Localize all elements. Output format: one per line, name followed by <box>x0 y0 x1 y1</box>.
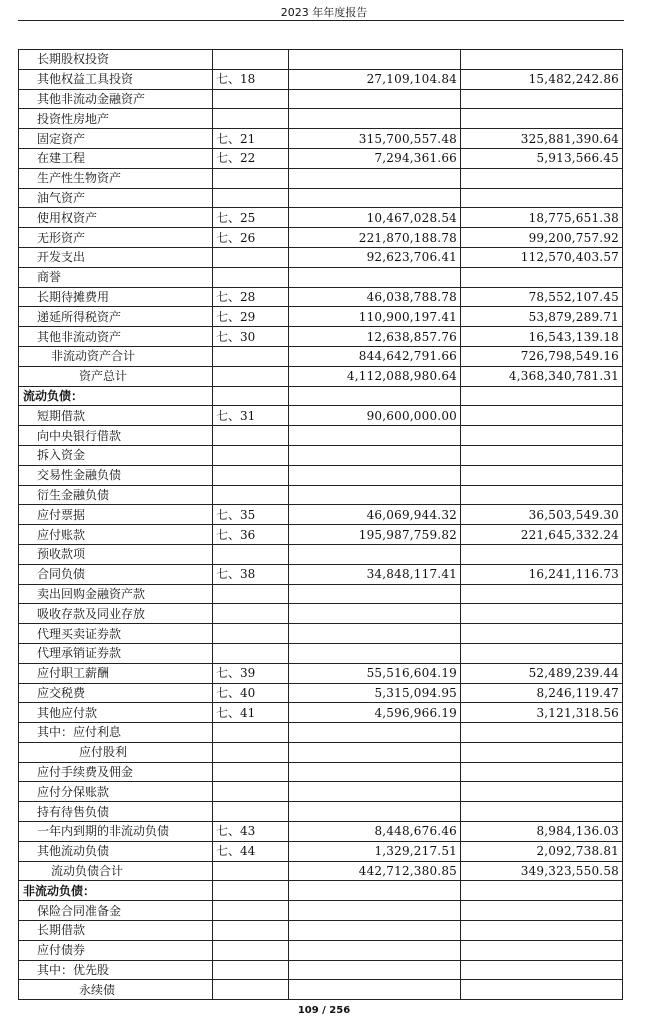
row-prior-period: 349,323,550.58 <box>461 861 623 881</box>
row-prior-period <box>461 406 623 426</box>
table-row <box>19 247 623 267</box>
row-prior-period <box>461 544 623 564</box>
row-label: 交易性金融负债 <box>19 465 213 485</box>
row-current-period <box>289 188 461 208</box>
row-prior-period <box>461 604 623 624</box>
table-row <box>19 228 623 248</box>
row-current-period: 4,112,088,980.64 <box>289 366 461 386</box>
row-prior-period: 36,503,549.30 <box>461 505 623 525</box>
row-note: 七、40 <box>213 683 289 703</box>
row-note <box>213 980 289 1000</box>
row-note: 七、28 <box>213 287 289 307</box>
row-note: 七、31 <box>213 406 289 426</box>
row-current-period: 315,700,557.48 <box>289 129 461 149</box>
row-note: 七、21 <box>213 129 289 149</box>
table-row <box>19 406 623 426</box>
row-label: 应交税费 <box>19 683 213 703</box>
row-note <box>213 50 289 70</box>
row-label: 长期借款 <box>19 921 213 941</box>
row-prior-period <box>461 624 623 644</box>
table-row <box>19 960 623 980</box>
row-prior-period: 52,489,239.44 <box>461 663 623 683</box>
report-header: 2023 年年度报告 <box>280 6 368 19</box>
row-current-period <box>289 980 461 1000</box>
row-prior-period <box>461 445 623 465</box>
table-row <box>19 940 623 960</box>
balance-sheet-body <box>19 50 623 1000</box>
row-current-period <box>289 109 461 129</box>
row-note <box>213 89 289 109</box>
row-current-period: 221,870,188.78 <box>289 228 461 248</box>
table-row <box>19 742 623 762</box>
table-row <box>19 485 623 505</box>
row-current-period: 12,638,857.76 <box>289 327 461 347</box>
row-current-period: 90,600,000.00 <box>289 406 461 426</box>
row-current-period <box>289 604 461 624</box>
row-label: 投资性房地产 <box>19 109 213 129</box>
row-note <box>213 544 289 564</box>
row-prior-period: 726,798,549.16 <box>461 346 623 366</box>
row-current-period: 27,109,104.84 <box>289 69 461 89</box>
row-note <box>213 723 289 743</box>
table-row <box>19 465 623 485</box>
row-label: 一年内到期的非流动负债 <box>19 822 213 842</box>
row-label: 其他非流动资产 <box>19 327 213 347</box>
table-row <box>19 841 623 861</box>
row-current-period <box>289 584 461 604</box>
row-label: 递延所得税资产 <box>19 307 213 327</box>
row-current-period: 110,900,197.41 <box>289 307 461 327</box>
table-row <box>19 683 623 703</box>
row-note <box>213 901 289 921</box>
table-row <box>19 624 623 644</box>
row-note <box>213 109 289 129</box>
table-row <box>19 584 623 604</box>
row-prior-period <box>461 723 623 743</box>
row-current-period <box>289 643 461 663</box>
row-current-period: 4,596,966.19 <box>289 703 461 723</box>
row-current-period <box>289 940 461 960</box>
row-current-period <box>289 544 461 564</box>
row-current-period <box>289 881 461 901</box>
row-note: 七、44 <box>213 841 289 861</box>
row-prior-period: 16,241,116.73 <box>461 564 623 584</box>
row-prior-period: 78,552,107.45 <box>461 287 623 307</box>
row-note <box>213 960 289 980</box>
row-label: 商誉 <box>19 267 213 287</box>
row-current-period <box>289 723 461 743</box>
row-label: 其中：优先股 <box>19 960 213 980</box>
table-row <box>19 69 623 89</box>
table-row <box>19 881 623 901</box>
row-current-period: 1,329,217.51 <box>289 841 461 861</box>
row-prior-period <box>461 584 623 604</box>
row-label: 其他应付款 <box>19 703 213 723</box>
table-row <box>19 525 623 545</box>
table-row <box>19 168 623 188</box>
row-current-period <box>289 782 461 802</box>
table-row <box>19 822 623 842</box>
header-divider <box>18 20 624 21</box>
row-label: 资产总计 <box>19 366 213 386</box>
row-current-period: 55,516,604.19 <box>289 663 461 683</box>
row-label: 代理承销证券款 <box>19 643 213 663</box>
table-row <box>19 861 623 881</box>
row-prior-period <box>461 109 623 129</box>
table-row <box>19 109 623 129</box>
row-current-period: 7,294,361.66 <box>289 148 461 168</box>
row-note: 七、43 <box>213 822 289 842</box>
row-current-period <box>289 386 461 406</box>
row-current-period: 195,987,759.82 <box>289 525 461 545</box>
table-row <box>19 327 623 347</box>
table-row <box>19 782 623 802</box>
row-note: 七、39 <box>213 663 289 683</box>
row-note <box>213 762 289 782</box>
row-note: 七、35 <box>213 505 289 525</box>
row-prior-period <box>461 426 623 446</box>
row-label: 在建工程 <box>19 148 213 168</box>
row-label: 卖出回购金融资产款 <box>19 584 213 604</box>
row-note: 七、26 <box>213 228 289 248</box>
table-row <box>19 148 623 168</box>
table-row <box>19 208 623 228</box>
row-prior-period: 53,879,289.71 <box>461 307 623 327</box>
balance-sheet-table <box>18 49 623 1000</box>
table-row <box>19 188 623 208</box>
row-note <box>213 584 289 604</box>
row-note <box>213 643 289 663</box>
row-label: 非流动资产合计 <box>19 346 213 366</box>
row-label: 拆入资金 <box>19 445 213 465</box>
row-label: 无形资产 <box>19 228 213 248</box>
table-row <box>19 564 623 584</box>
table-row <box>19 921 623 941</box>
row-current-period: 844,642,791.66 <box>289 346 461 366</box>
row-current-period: 46,069,944.32 <box>289 505 461 525</box>
row-prior-period <box>461 386 623 406</box>
row-note <box>213 168 289 188</box>
row-note: 七、38 <box>213 564 289 584</box>
row-note: 七、18 <box>213 69 289 89</box>
row-label: 应付分保账款 <box>19 782 213 802</box>
row-prior-period: 8,984,136.03 <box>461 822 623 842</box>
row-prior-period <box>461 802 623 822</box>
row-label: 持有待售负债 <box>19 802 213 822</box>
row-note <box>213 346 289 366</box>
row-prior-period <box>461 50 623 70</box>
row-note <box>213 940 289 960</box>
row-note <box>213 802 289 822</box>
row-note <box>213 247 289 267</box>
row-current-period: 442,712,380.85 <box>289 861 461 881</box>
row-label: 永续债 <box>19 980 213 1000</box>
row-current-period <box>289 267 461 287</box>
row-note <box>213 881 289 901</box>
row-note: 七、25 <box>213 208 289 228</box>
row-prior-period: 4,368,340,781.31 <box>461 366 623 386</box>
table-row <box>19 544 623 564</box>
row-prior-period: 221,645,332.24 <box>461 525 623 545</box>
row-note: 七、36 <box>213 525 289 545</box>
row-label: 向中央银行借款 <box>19 426 213 446</box>
row-note <box>213 624 289 644</box>
row-current-period <box>289 802 461 822</box>
row-current-period: 5,315,094.95 <box>289 683 461 703</box>
row-label: 应付职工薪酬 <box>19 663 213 683</box>
table-row <box>19 703 623 723</box>
row-note <box>213 366 289 386</box>
row-label: 应付债券 <box>19 940 213 960</box>
row-label: 衍生金融负债 <box>19 485 213 505</box>
row-label: 油气资产 <box>19 188 213 208</box>
row-label: 长期股权投资 <box>19 50 213 70</box>
row-prior-period: 99,200,757.92 <box>461 228 623 248</box>
row-prior-period <box>461 643 623 663</box>
row-label: 应付票据 <box>19 505 213 525</box>
row-prior-period <box>461 881 623 901</box>
row-current-period <box>289 465 461 485</box>
row-current-period <box>289 426 461 446</box>
row-note <box>213 445 289 465</box>
row-label: 代理买卖证券款 <box>19 624 213 644</box>
table-row <box>19 723 623 743</box>
table-row <box>19 129 623 149</box>
table-row <box>19 802 623 822</box>
page-number: 109 / 256 <box>297 1005 351 1016</box>
row-prior-period <box>461 980 623 1000</box>
row-current-period <box>289 624 461 644</box>
row-label: 其他权益工具投资 <box>19 69 213 89</box>
row-current-period: 8,448,676.46 <box>289 822 461 842</box>
row-prior-period <box>461 485 623 505</box>
row-label: 其中：应付利息 <box>19 723 213 743</box>
row-note <box>213 267 289 287</box>
row-note <box>213 782 289 802</box>
row-current-period: 10,467,028.54 <box>289 208 461 228</box>
row-note <box>213 485 289 505</box>
row-label: 非流动负债： <box>19 881 213 901</box>
row-label: 长期待摊费用 <box>19 287 213 307</box>
table-row <box>19 445 623 465</box>
row-prior-period <box>461 762 623 782</box>
row-label: 固定资产 <box>19 129 213 149</box>
table-row <box>19 307 623 327</box>
row-label: 应付股利 <box>19 742 213 762</box>
row-current-period <box>289 50 461 70</box>
row-prior-period: 2,092,738.81 <box>461 841 623 861</box>
row-prior-period: 325,881,390.64 <box>461 129 623 149</box>
row-prior-period: 15,482,242.86 <box>461 69 623 89</box>
row-prior-period <box>461 921 623 941</box>
row-label: 应付账款 <box>19 525 213 545</box>
row-prior-period <box>461 960 623 980</box>
row-current-period <box>289 901 461 921</box>
row-note <box>213 426 289 446</box>
row-prior-period <box>461 465 623 485</box>
row-label: 使用权资产 <box>19 208 213 228</box>
row-label: 短期借款 <box>19 406 213 426</box>
row-label: 其他流动负债 <box>19 841 213 861</box>
row-prior-period: 3,121,318.56 <box>461 703 623 723</box>
row-prior-period <box>461 267 623 287</box>
table-row <box>19 604 623 624</box>
row-prior-period: 8,246,119.47 <box>461 683 623 703</box>
row-label: 其他非流动金融资产 <box>19 89 213 109</box>
table-row <box>19 980 623 1000</box>
row-current-period: 46,038,788.78 <box>289 287 461 307</box>
row-current-period <box>289 168 461 188</box>
row-label: 生产性生物资产 <box>19 168 213 188</box>
row-label: 流动负债： <box>19 386 213 406</box>
row-prior-period <box>461 188 623 208</box>
row-prior-period: 112,570,403.57 <box>461 247 623 267</box>
row-current-period <box>289 742 461 762</box>
row-label: 合同负债 <box>19 564 213 584</box>
row-note: 七、22 <box>213 148 289 168</box>
table-row <box>19 89 623 109</box>
row-current-period: 34,848,117.41 <box>289 564 461 584</box>
table-row <box>19 643 623 663</box>
row-current-period: 92,623,706.41 <box>289 247 461 267</box>
table-row <box>19 366 623 386</box>
row-current-period <box>289 762 461 782</box>
table-row <box>19 386 623 406</box>
row-prior-period: 16,543,139.18 <box>461 327 623 347</box>
row-note <box>213 604 289 624</box>
row-label: 预收款项 <box>19 544 213 564</box>
row-label: 保险合同准备金 <box>19 901 213 921</box>
row-note <box>213 465 289 485</box>
row-prior-period <box>461 901 623 921</box>
row-current-period <box>289 960 461 980</box>
row-current-period <box>289 89 461 109</box>
row-note <box>213 742 289 762</box>
row-current-period <box>289 921 461 941</box>
row-prior-period <box>461 782 623 802</box>
row-note: 七、41 <box>213 703 289 723</box>
row-prior-period <box>461 940 623 960</box>
row-current-period <box>289 445 461 465</box>
row-note: 七、30 <box>213 327 289 347</box>
row-prior-period <box>461 89 623 109</box>
table-row <box>19 426 623 446</box>
table-row <box>19 267 623 287</box>
table-row <box>19 287 623 307</box>
row-prior-period: 5,913,566.45 <box>461 148 623 168</box>
row-current-period <box>289 485 461 505</box>
row-label: 应付手续费及佣金 <box>19 762 213 782</box>
row-note <box>213 861 289 881</box>
row-note <box>213 921 289 941</box>
row-note <box>213 386 289 406</box>
row-prior-period: 18,775,651.38 <box>461 208 623 228</box>
row-label: 开发支出 <box>19 247 213 267</box>
row-label: 流动负债合计 <box>19 861 213 881</box>
row-prior-period <box>461 742 623 762</box>
row-note <box>213 188 289 208</box>
table-row <box>19 50 623 70</box>
row-note: 七、29 <box>213 307 289 327</box>
row-prior-period <box>461 168 623 188</box>
table-row <box>19 901 623 921</box>
table-row <box>19 505 623 525</box>
table-row <box>19 346 623 366</box>
row-label: 吸收存款及同业存放 <box>19 604 213 624</box>
table-row <box>19 762 623 782</box>
table-row <box>19 663 623 683</box>
